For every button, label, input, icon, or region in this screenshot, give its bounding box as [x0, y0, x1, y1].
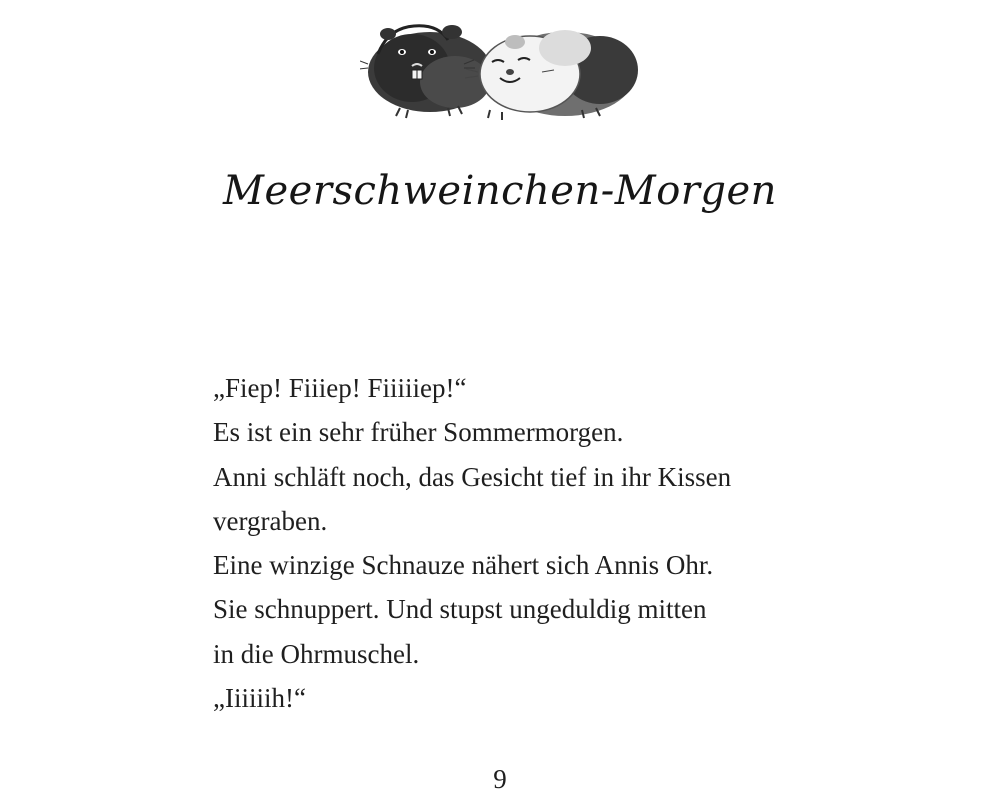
text-line: in die Ohrmuschel.: [213, 638, 420, 669]
page-number: 9: [493, 764, 507, 794]
dark-guinea-pig: [360, 25, 492, 118]
text-line: „Fiep! Fiiiep! Fiiiiiep!“: [213, 373, 467, 403]
guinea-pigs-illustration: [360, 12, 640, 127]
text-line: „Iiiiiih!“: [213, 683, 306, 714]
text-line: Eine winzige Schnauze nähert sich Annis Ohr.: [213, 550, 714, 581]
text-line: Anni schläft noch, das Gesicht tief in ihr Kissen: [213, 461, 732, 492]
white-guinea-pig: [465, 30, 638, 120]
text-line: Sie schnuppert. Und stupst ungeduldig mitten: [213, 594, 707, 625]
text-line: Es ist ein sehr früher Sommermorgen.: [213, 417, 624, 448]
body-text: [213, 366, 833, 720]
chapter-title: Meerschweinchen-Morgen: [223, 168, 777, 214]
text-line: vergraben.: [213, 505, 328, 536]
